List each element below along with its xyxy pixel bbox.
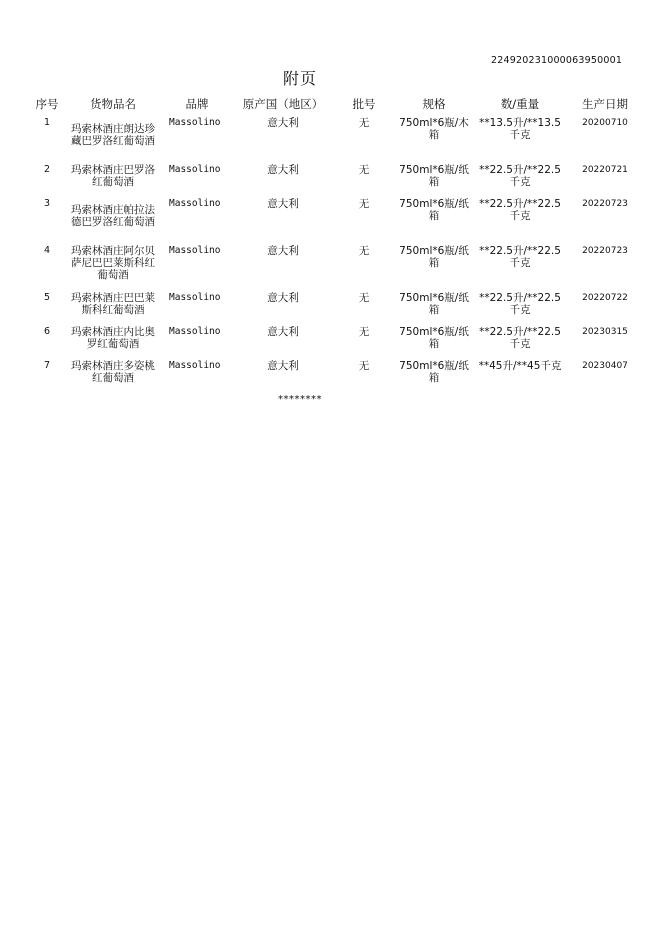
name-cell: 玛索林酒庄内比奥罗红葡萄酒 — [71, 326, 155, 350]
batch-cell: 无 — [358, 292, 370, 304]
origin-cell: 意大利 — [267, 164, 299, 176]
brand-cell: Massolino — [169, 117, 221, 128]
batch-cell: 无 — [358, 198, 370, 210]
header-batch: 批号 — [352, 97, 376, 111]
header-spec: 规格 — [422, 97, 446, 111]
spec-cell: 750ml*6瓶/木箱 — [399, 117, 469, 141]
seq-cell: 3 — [43, 198, 51, 209]
qty-cell: **22.5升/**22.5千克 — [479, 292, 561, 316]
qty-cell: **22.5升/**22.5千克 — [479, 326, 561, 350]
qty-cell: **22.5升/**22.5千克 — [479, 245, 561, 269]
spec-cell: 750ml*6瓶/纸箱 — [399, 360, 469, 384]
spec-cell: 750ml*6瓶/纸箱 — [399, 164, 469, 188]
batch-cell: 无 — [358, 164, 370, 176]
brand-cell: Massolino — [169, 360, 221, 371]
date-cell: 20220723 — [582, 199, 628, 209]
date-cell: 20230407 — [582, 361, 628, 371]
name-cell: 玛索林酒庄巴罗洛红葡萄酒 — [71, 164, 155, 188]
origin-cell: 意大利 — [267, 198, 299, 210]
qty-cell: **13.5升/**13.5千克 — [479, 117, 561, 141]
seq-cell: 5 — [43, 292, 51, 303]
seq-cell: 7 — [43, 360, 51, 371]
spec-cell: 750ml*6瓶/纸箱 — [399, 326, 469, 350]
date-cell: 20220722 — [582, 293, 628, 303]
date-cell: 20220721 — [582, 165, 628, 175]
seq-cell: 4 — [43, 245, 51, 256]
table-header-row — [0, 96, 672, 112]
page-title: 附页 — [282, 69, 317, 88]
batch-cell: 无 — [358, 117, 370, 129]
spec-cell: 750ml*6瓶/纸箱 — [399, 198, 469, 222]
seq-cell: 2 — [43, 164, 51, 175]
name-cell: 玛索林酒庄帕拉法德巴罗洛红葡萄酒 — [71, 204, 155, 228]
qty-cell: **22.5升/**22.5千克 — [479, 164, 561, 188]
date-cell: 20200710 — [582, 118, 628, 128]
name-cell: 玛索林酒庄巴巴莱斯科红葡萄酒 — [71, 292, 155, 316]
header-qty: 数/重量 — [500, 97, 540, 111]
qty-cell: **22.5升/**22.5千克 — [479, 198, 561, 222]
end-of-list-mark: ******** — [278, 394, 322, 405]
name-cell: 玛索林酒庄阿尔贝萨尼巴巴莱斯科红葡萄酒 — [71, 245, 155, 281]
name-cell: 玛索林酒庄朗达珍藏巴罗洛红葡萄酒 — [71, 123, 155, 147]
header-seq: 序号 — [35, 97, 59, 111]
origin-cell: 意大利 — [267, 360, 299, 372]
header-date: 生产日期 — [582, 97, 628, 111]
origin-cell: 意大利 — [267, 245, 299, 257]
spec-cell: 750ml*6瓶/纸箱 — [399, 245, 469, 269]
header-name: 货物品名 — [90, 97, 136, 111]
brand-cell: Massolino — [169, 164, 221, 175]
brand-cell: Massolino — [169, 326, 221, 337]
header-origin: 原产国（地区） — [242, 97, 324, 111]
origin-cell: 意大利 — [267, 117, 299, 129]
batch-cell: 无 — [358, 326, 370, 338]
batch-cell: 无 — [358, 245, 370, 257]
document-number: 224920231000063950001 — [491, 55, 623, 66]
date-cell: 20220723 — [582, 246, 628, 256]
brand-cell: Massolino — [169, 198, 221, 209]
seq-cell: 1 — [43, 117, 51, 128]
header-brand: 品牌 — [185, 97, 209, 111]
name-cell: 玛索林酒庄多姿桃红葡萄酒 — [71, 360, 155, 384]
spec-cell: 750ml*6瓶/纸箱 — [399, 292, 469, 316]
origin-cell: 意大利 — [267, 326, 299, 338]
seq-cell: 6 — [43, 326, 51, 337]
brand-cell: Massolino — [169, 292, 221, 303]
brand-cell: Massolino — [169, 245, 221, 256]
origin-cell: 意大利 — [267, 292, 299, 304]
date-cell: 20230315 — [582, 327, 628, 337]
batch-cell: 无 — [358, 360, 370, 372]
qty-cell: **45升/**45千克 — [478, 360, 562, 372]
